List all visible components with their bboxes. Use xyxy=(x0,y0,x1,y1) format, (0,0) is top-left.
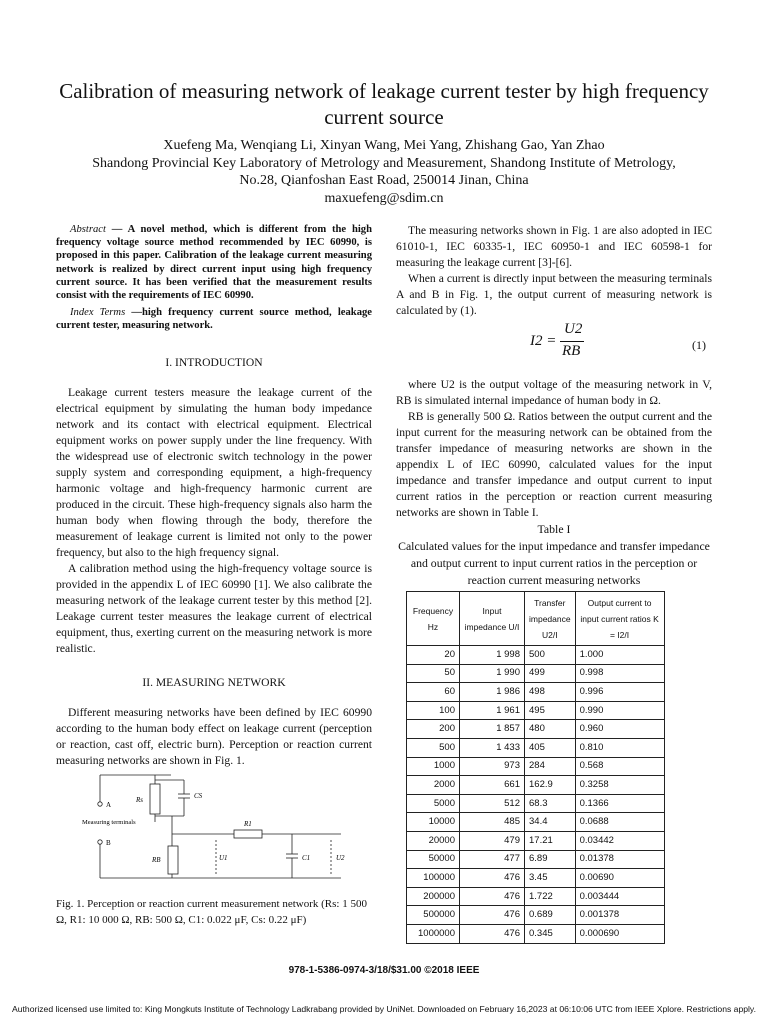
header-frequency: Frequency Hz xyxy=(407,592,460,646)
table-row xyxy=(407,646,665,665)
table-cell: 0.990 xyxy=(575,701,664,720)
table-cell: 476 xyxy=(460,924,525,943)
intro-paragraph-1: Leakage current testers measure the leakage current of the electrical equipment by simulating the human body impedance network and its contact with electrical equipment. Electrical equipment works on power supply under the line frequency. With the widespread use of electronic switch technology in the power supply system and corresponding equipment, a high-frequency harmonic voltage and high-frequency harmonic current are produced in the circuit. These high-frequency signals also harm the human body when flowing through the body, therefore the measurement of leakage current is limited not only to the power frequency, but also to the high frequency signal. xyxy=(56,385,372,559)
table-row xyxy=(407,813,665,832)
table-cell: 405 xyxy=(525,738,576,757)
table-cell: 200 xyxy=(407,720,460,739)
table-cell: 6.89 xyxy=(525,850,576,869)
table-cell: 68.3 xyxy=(525,794,576,813)
table-cell: 0.689 xyxy=(525,906,576,925)
table-cell: 1.000 xyxy=(575,646,664,665)
table-cell: 162.9 xyxy=(525,776,576,795)
table-cell: 3.45 xyxy=(525,869,576,888)
measuring-network-paragraph: Different measuring networks have been defined by IEC 60990 according to the human body effect on leakage current (perception or reaction, cast off, electric burn). Perception or reaction current measuring networks are shown in Fig. 1. xyxy=(56,705,372,767)
left-column xyxy=(56,223,372,769)
table-cell: 485 xyxy=(460,813,525,832)
table-cell: 0.568 xyxy=(575,757,664,776)
table-cell: 500 xyxy=(407,738,460,757)
right-paragraph-4: RB is generally 500 Ω. Ratios between the output current and the input current for the measuring network can be obtained from the transfer impedance of measuring networks are shown in the appendix L of IEC 60990, calculated values for the input impedance and transfer impedance and output current to input current ratios in the perception or reaction current measuring networks are shown in Table I. xyxy=(396,410,712,519)
table-cell: 1 961 xyxy=(460,701,525,720)
affiliation-line-2: No.28, Qianfoshan East Road, 250014 Jinan, China xyxy=(239,173,529,188)
table-cell: 1 857 xyxy=(460,720,525,739)
table-cell: 0.000690 xyxy=(575,924,664,943)
table-body xyxy=(407,646,665,944)
table-row xyxy=(407,906,665,925)
table-cell: 499 xyxy=(525,664,576,683)
table-header-row xyxy=(407,592,665,646)
license-notice: Authorized licensed use limited to: King Mongkuts Institute of Technology Ladkrabang provided by UniNet. Downloaded on February 16,2023 at 06:10:06 UTC from IEEE Xplore. Restrictions apply. xyxy=(12,1004,756,1014)
table-cell: 495 xyxy=(525,701,576,720)
table-cell: 0.003444 xyxy=(575,887,664,906)
index-terms xyxy=(56,306,372,332)
table-cell: 2000 xyxy=(407,776,460,795)
terminal-a xyxy=(98,802,102,806)
circuit-diagram xyxy=(76,770,366,880)
intro-paragraph-2: A calibration method using the high-frequency voltage source is provided in the appendix L of IEC 60990 [1]. We also calibrate the measuring network of the leakage current tester by this method [2]. Leakage current tester measures the leakage current of electrical equipment, thus, exerting current on the measuring network is more realistic. xyxy=(56,561,372,655)
terminal-b xyxy=(98,840,102,844)
table-row xyxy=(407,757,665,776)
r1-resistor xyxy=(234,830,262,838)
table-row xyxy=(407,869,665,888)
table-cell: 512 xyxy=(460,794,525,813)
table-caption: Calculated values for the input impedance and transfer impedance and output current to input current ratios in the perception or reaction current measuring networks xyxy=(398,539,710,587)
equation-denominator: RB xyxy=(562,343,581,359)
author-names: Xuefeng Ma, Wenqiang Li, Xinyan Wang, Mei Yang, Zhishang Gao, Yan Zhao xyxy=(163,138,605,153)
table-row xyxy=(407,887,665,906)
label-cs: CS xyxy=(194,792,203,800)
header-current-ratio: Output current to input current ratios K = I2/I xyxy=(575,592,664,646)
table-cell: 10000 xyxy=(407,813,460,832)
author-email: maxuefeng@sdim.cn xyxy=(324,190,444,206)
table-cell: 0.998 xyxy=(575,664,664,683)
right-column xyxy=(396,223,712,944)
equation-1 xyxy=(396,319,712,373)
abstract-text: — A novel method, which is different from the high frequency voltage source method recommended by IEC 60990, is proposed in this paper. Calibration of the leakage current measuring network is realized by direct current input using high frequency current source. It has been verified that the measurement results consist with the requirements of IEC 60990. xyxy=(56,224,372,302)
table-cell: 0.960 xyxy=(575,720,664,739)
equation-number: (1) xyxy=(692,338,706,352)
table-cell: 479 xyxy=(460,831,525,850)
equation-lhs: I2 = xyxy=(530,333,557,349)
table-cell: 476 xyxy=(460,887,525,906)
table-row xyxy=(407,776,665,795)
copyright-footer: 978-1-5386-0974-3/18/$31.00 ©2018 IEEE xyxy=(288,965,480,976)
table-cell: 661 xyxy=(460,776,525,795)
table-cell: 20 xyxy=(407,646,460,665)
table-cell: 476 xyxy=(460,869,525,888)
table-row xyxy=(407,738,665,757)
label-terminals: Measuring terminals xyxy=(82,819,136,826)
table-cell: 0.0688 xyxy=(575,813,664,832)
table-cell: 17.21 xyxy=(525,831,576,850)
equation-numerator: U2 xyxy=(564,321,583,337)
label-a: A xyxy=(106,801,112,809)
table-row xyxy=(407,683,665,702)
table-cell: 34.4 xyxy=(525,813,576,832)
data-table xyxy=(406,591,665,944)
table-cell: 200000 xyxy=(407,887,460,906)
header-input-impedance: Input impedance U/I xyxy=(460,592,525,646)
table-cell: 1 433 xyxy=(460,738,525,757)
table-row xyxy=(407,720,665,739)
table-cell: 0.1366 xyxy=(575,794,664,813)
table-cell: 0.03442 xyxy=(575,831,664,850)
author-block xyxy=(40,137,728,207)
table-cell: 0.345 xyxy=(525,924,576,943)
table-cell: 1.722 xyxy=(525,887,576,906)
table-cell: 0.996 xyxy=(575,683,664,702)
header-transfer-impedance: Transfer impedance U2/I xyxy=(525,592,576,646)
label-rb: RB xyxy=(152,856,161,864)
table-cell: 50000 xyxy=(407,850,460,869)
table-cell: 1000000 xyxy=(407,924,460,943)
table-cell: 498 xyxy=(525,683,576,702)
table-cell: 1 998 xyxy=(460,646,525,665)
table-cell: 100 xyxy=(407,701,460,720)
table-cell: 0.810 xyxy=(575,738,664,757)
section-heading-introduction: I. INTRODUCTION xyxy=(165,355,263,369)
label-b: B xyxy=(106,839,111,847)
table-row xyxy=(407,850,665,869)
table-cell: 5000 xyxy=(407,794,460,813)
table-cell: 0.00690 xyxy=(575,869,664,888)
label-u1: U1 xyxy=(219,854,228,862)
table-cell: 50 xyxy=(407,664,460,683)
table-row xyxy=(407,924,665,943)
paper-title: Calibration of measuring network of leakage current tester by high frequency current source xyxy=(59,79,709,129)
table-row xyxy=(407,794,665,813)
figure-caption: Fig. 1. Perception or reaction current measurement network (Rs: 1 500 Ω, R1: 10 000 Ω, RB: 500 Ω, C1: 0.022 μF, Cs: 0.22 μF) xyxy=(56,898,367,926)
index-terms-label: Index Terms xyxy=(70,307,126,319)
table-cell: 60 xyxy=(407,683,460,702)
affiliation-line-1: Shandong Provincial Key Laboratory of Metrology and Measurement, Shandong Institute of Metrology, xyxy=(92,155,676,171)
rs-resistor xyxy=(150,784,160,814)
abstract xyxy=(56,223,372,302)
table-cell: 0.3258 xyxy=(575,776,664,795)
table-cell: 973 xyxy=(460,757,525,776)
table-cell: 476 xyxy=(460,906,525,925)
table-row xyxy=(407,664,665,683)
right-paragraph-2: When a current is directly input between the measuring terminals A and B in Fig. 1, the output current of measuring network is calculated by (1). xyxy=(396,272,712,317)
label-u2: U2 xyxy=(336,854,345,862)
table-row xyxy=(407,701,665,720)
table-cell: 20000 xyxy=(407,831,460,850)
right-paragraph-3: where U2 is the output voltage of the measuring network in V, RB is simulated internal impedance of human body in Ω. xyxy=(396,378,712,407)
table-cell: 480 xyxy=(525,720,576,739)
label-rs: Rs xyxy=(136,796,143,804)
fraction-bar xyxy=(560,341,584,342)
index-terms-text: —high frequency current source method, leakage current tester, measuring network. xyxy=(56,307,372,332)
section-heading-measuring-network: II. MEASURING NETWORK xyxy=(142,675,286,689)
table-cell: 0.001378 xyxy=(575,906,664,925)
abstract-label: Abstract xyxy=(70,224,106,235)
rb-resistor xyxy=(168,846,178,874)
table-cell: 100000 xyxy=(407,869,460,888)
right-paragraph-1: The measuring networks shown in Fig. 1 are also adopted in IEC 61010-1, IEC 60335-1, IEC 60950-1 and IEC 60598-1 for measuring the leakage current [3]-[6]. xyxy=(396,224,712,269)
table-cell: 1 986 xyxy=(460,683,525,702)
table-cell: 0.01378 xyxy=(575,850,664,869)
table-title: Table I xyxy=(537,522,571,536)
table-cell: 1 990 xyxy=(460,664,525,683)
table-row xyxy=(407,831,665,850)
label-c1: C1 xyxy=(302,854,311,862)
table-cell: 284 xyxy=(525,757,576,776)
table-cell: 500 xyxy=(525,646,576,665)
table-cell: 1000 xyxy=(407,757,460,776)
label-r1: R1 xyxy=(244,820,252,828)
table-cell: 500000 xyxy=(407,906,460,925)
table-cell: 477 xyxy=(460,850,525,869)
